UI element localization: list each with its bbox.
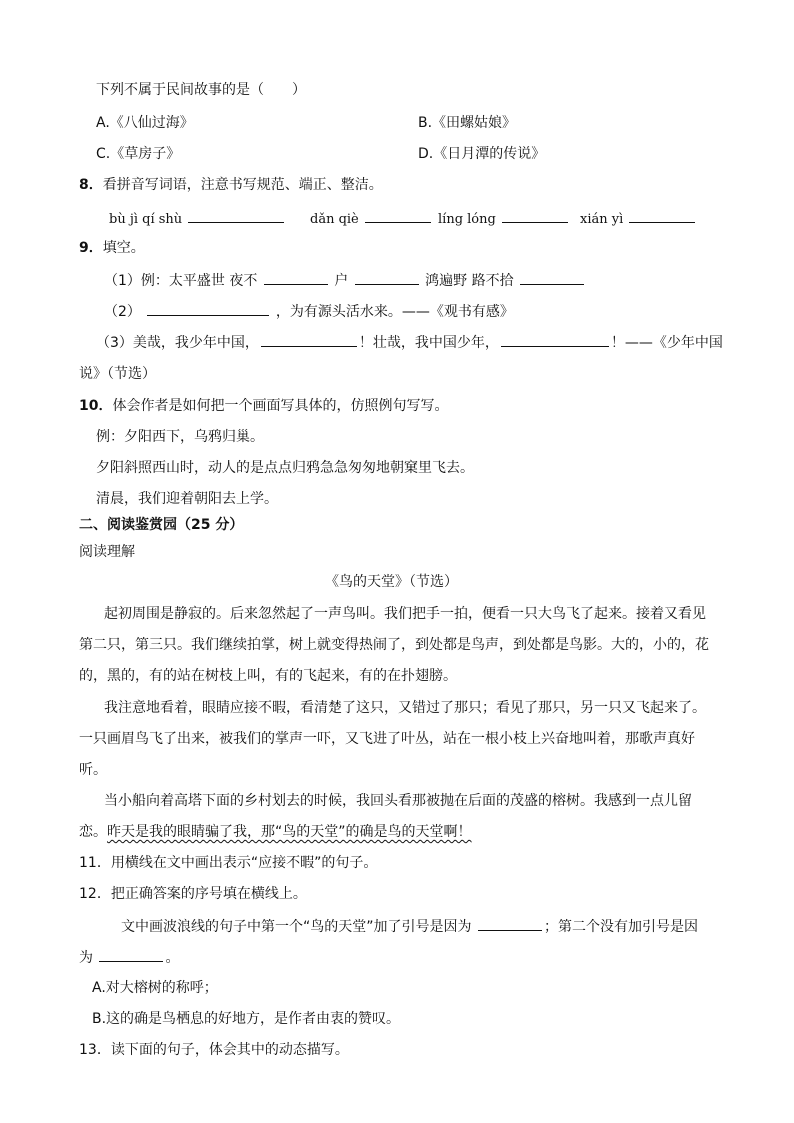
passage-line: 起初周围是静寂的。后来忽然起了一声鸟叫。我们把手一拍，便看一只大鸟飞了起来。接着又看见 <box>104 606 706 622</box>
answer-blank[interactable] <box>264 270 328 285</box>
q9-sub2 <box>104 301 514 322</box>
q9-sub3-text-c: ！——《少年中国 <box>610 335 723 351</box>
q12-text-d: 。 <box>165 950 180 966</box>
passage-line: 一只画眉鸟飞了出来，被我们的掌声一吓，又飞进了叶丛，站在一根小枝上兴奋地叫着，那歌声真好 <box>79 731 695 747</box>
q10-example-expanded: 夕阳斜照西山时，动人的是点点归鸦急急匆匆地朝窠里飞去。 <box>96 460 474 476</box>
q9-sub1-text-a: （1）例：太平盛世 夜不 <box>104 273 258 289</box>
q8-line <box>79 175 383 195</box>
pinyin-label: líng lóng <box>438 212 496 227</box>
q12-text-a: 文中画波浪线的句子中第一个“鸟的天堂”加了引号是因为 <box>121 919 472 935</box>
q7-option-c: C.《草房子》 <box>96 146 181 162</box>
q9-sub1 <box>104 270 586 291</box>
q10-line <box>79 396 448 416</box>
answer-blank[interactable] <box>355 270 419 285</box>
passage-text: 恋。 <box>79 824 107 840</box>
answer-blank[interactable] <box>478 916 542 931</box>
q9-sub3-text-b: ！壮哉，我中国少年， <box>358 335 499 351</box>
passage-line <box>79 822 472 842</box>
q9-sub2-text-a: （2） <box>104 304 141 320</box>
wavy-underlined-sentence: 昨天是我的眼睛骗了我，那“鸟的天堂”的确是鸟的天堂啊！ <box>107 824 472 840</box>
answer-blank[interactable] <box>261 332 357 347</box>
q9-sub3-text-a: （3）美哉，我少年中国， <box>96 335 259 351</box>
q8-pinyin-1 <box>109 208 286 230</box>
q10-task: 清晨，我们迎着朝阳去上学。 <box>96 491 278 507</box>
answer-blank[interactable] <box>520 270 584 285</box>
passage-line: 当小船向着高塔下面的乡村划去的时候，我回头看那被抛在后面的茂盛的榕树。我感到一点儿留 <box>104 793 692 809</box>
q9-sub3 <box>96 332 723 353</box>
q12-option-a: A.对大榕树的称呼； <box>92 980 218 996</box>
q9-sub1-text-b: 户 <box>334 273 349 289</box>
q10-number: 10． <box>79 398 113 414</box>
q12: 12．把正确答案的序号填在横线上。 <box>79 886 307 902</box>
q8-number: 8． <box>79 177 103 193</box>
q8-pinyin-4 <box>580 208 697 230</box>
section-title: 二、阅读鉴赏园（25 分） <box>79 517 244 533</box>
passage-line: 听。 <box>79 762 107 778</box>
answer-blank[interactable] <box>99 947 163 962</box>
q9-sub3-cont: 说》（节选） <box>79 366 156 382</box>
q8-pinyin-2 <box>310 208 433 230</box>
answer-blank[interactable] <box>365 208 431 223</box>
q9-number: 9． <box>79 240 103 256</box>
q9-sub1-text-c: 鸿遍野 路不拾 <box>425 273 514 289</box>
answer-blank[interactable] <box>147 301 269 316</box>
q9-sub2-text-b: ，为有源头活水来。——《观书有感》 <box>275 304 514 320</box>
q10-example: 例：夕阳西下，乌鸦归巢。 <box>96 429 264 445</box>
q7-option-a: A.《八仙过海》 <box>96 115 194 131</box>
answer-blank[interactable] <box>501 332 609 347</box>
passage-line: 的，黑的，有的站在树枝上叫，有的飞起来，有的在扑翅膀。 <box>79 668 457 684</box>
q13: 13．读下面的句子，体会其中的动态描写。 <box>79 1042 349 1058</box>
q7-option-b: B.《田螺姑娘》 <box>418 115 517 131</box>
q7-stem: 下列不属于民间故事的是（ ） <box>96 82 306 98</box>
pinyin-label: dǎn qiè <box>310 212 359 227</box>
passage-title: 《鸟的天堂》（节选） <box>325 574 458 590</box>
q7-option-d: D.《日月潭的传说》 <box>418 146 546 162</box>
answer-blank[interactable] <box>188 208 284 223</box>
q12-text-c: 为 <box>79 950 93 966</box>
q8-pinyin-3 <box>438 208 570 230</box>
section-subtitle: 阅读理解 <box>79 544 135 560</box>
passage-line: 我注意地看着，眼睛应接不暇，看清楚了这只，又错过了那只；看见了那只，另一只又飞起来了。 <box>104 700 706 716</box>
q12-text-b: ；第二个没有加引号是因 <box>543 919 698 935</box>
q12-line1 <box>121 916 698 937</box>
pinyin-label: bù jì qí shù <box>109 212 183 227</box>
q8-stem: 看拼音写词语，注意书写规范、端正、整洁。 <box>102 177 383 193</box>
q12-option-b: B.这的确是鸟栖息的好地方，是作者由衷的赞叹。 <box>92 1011 401 1027</box>
q12-line2 <box>79 947 179 968</box>
q10-stem: 体会作者是如何把一个画面写具体的，仿照例句写写。 <box>112 398 449 414</box>
passage-line: 第二只，第三只。我们继续拍掌，树上就变得热闹了，到处都是鸟声，到处都是鸟影。大的，小的，花 <box>79 637 709 653</box>
q11: 11．用横线在文中画出表示“应接不暇”的句子。 <box>79 855 378 871</box>
q9-line <box>79 238 145 258</box>
pinyin-label: xián yì <box>580 212 624 227</box>
answer-blank[interactable] <box>629 208 695 223</box>
answer-blank[interactable] <box>502 208 568 223</box>
q9-stem: 填空。 <box>102 240 145 256</box>
